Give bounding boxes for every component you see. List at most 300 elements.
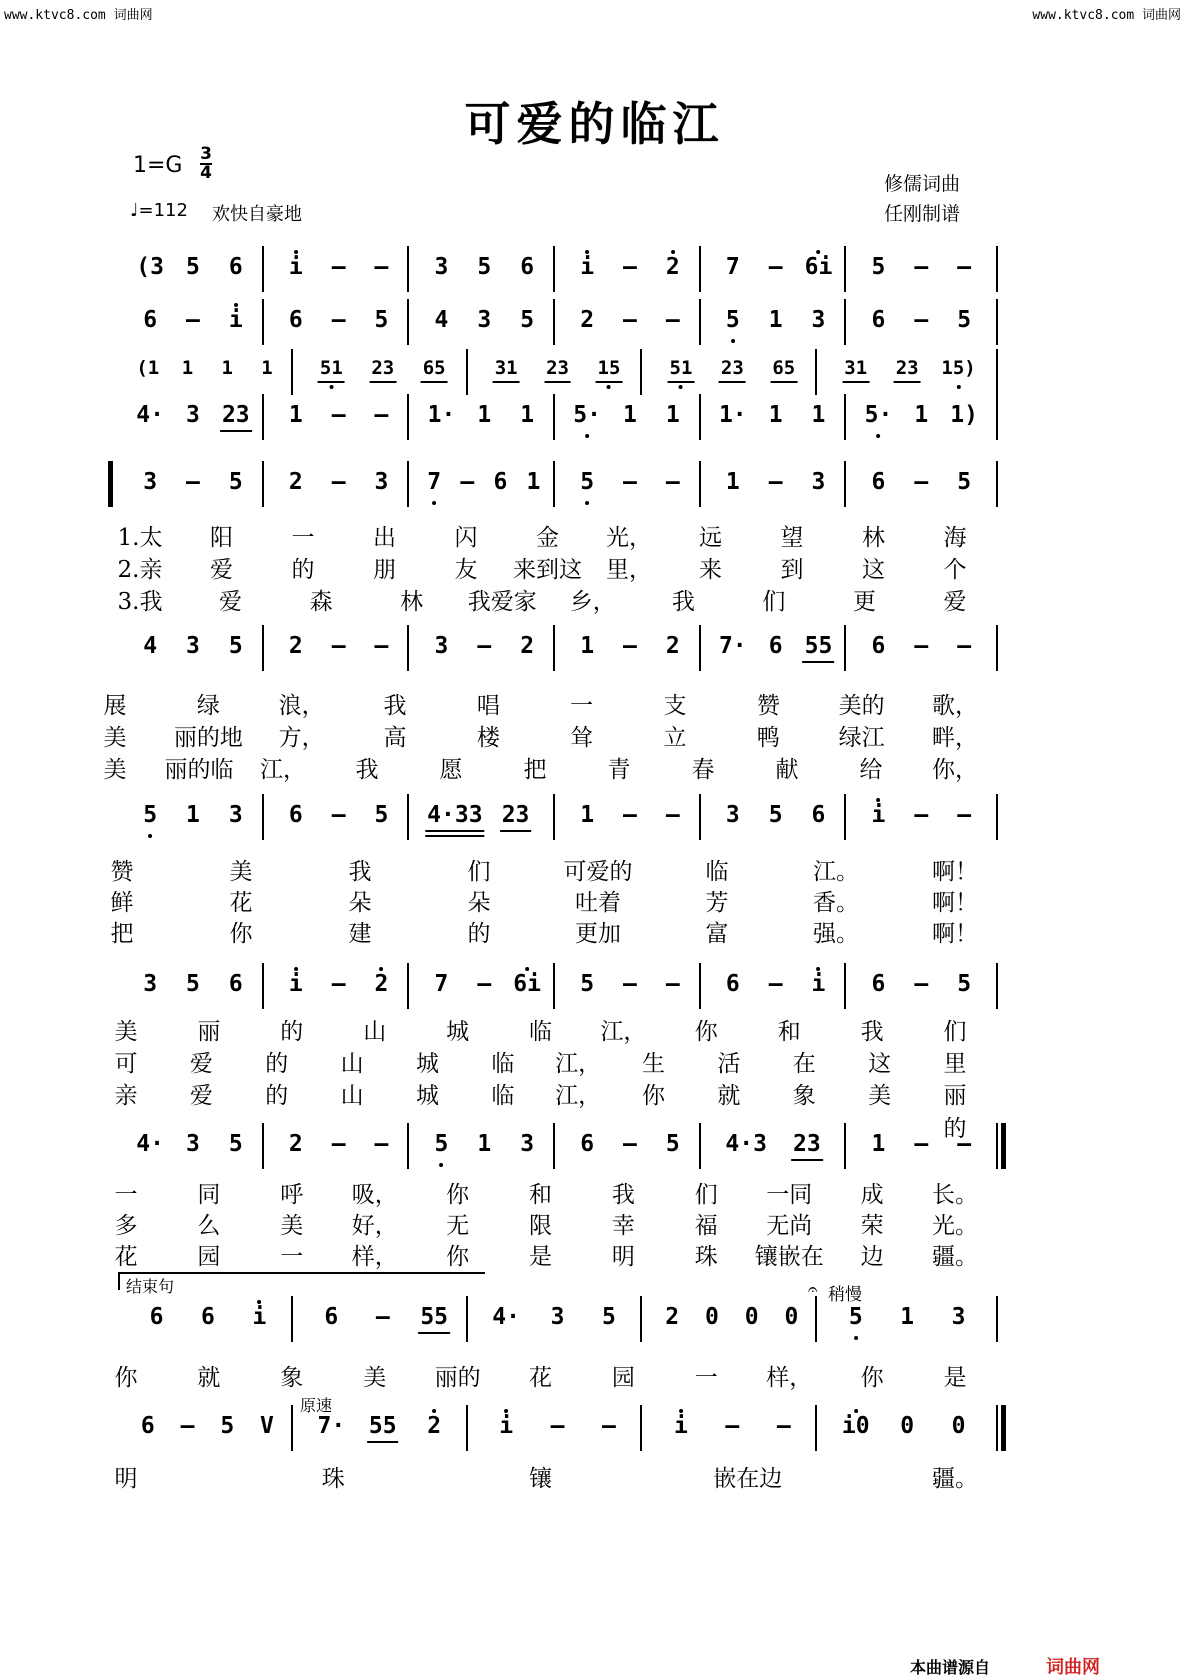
- lyric-syllable: 城: [415, 1051, 439, 1077]
- lyric-syllable: 畔，: [932, 725, 978, 751]
- key-signature: 1=G: [133, 153, 183, 178]
- note: –: [374, 254, 389, 280]
- lyric-syllable: 美: [103, 725, 127, 751]
- bar-line: [844, 1123, 846, 1169]
- note: –: [477, 971, 492, 997]
- bar-line: [844, 246, 846, 292]
- bar-line: [699, 625, 701, 671]
- lyric-syllable: 展: [103, 693, 127, 719]
- lyric-syllable: 样，: [351, 1244, 398, 1270]
- note: 4·: [136, 1131, 164, 1157]
- note: 1): [950, 402, 978, 428]
- lyric-syllable: 福: [694, 1213, 718, 1239]
- note: –: [768, 469, 783, 495]
- note: 2: [427, 1413, 442, 1439]
- bar-line: [844, 299, 846, 345]
- lyric-syllable: 你: [446, 1182, 470, 1208]
- note: 3: [186, 633, 200, 659]
- slow-label: 稍慢: [828, 1285, 862, 1305]
- note: –: [914, 307, 929, 333]
- note: 2: [288, 1131, 303, 1157]
- lyric-syllable: 闪: [454, 525, 478, 551]
- lyric-syllable: 美: [229, 859, 253, 885]
- note: 1: [623, 402, 637, 428]
- note: –: [914, 469, 929, 495]
- lyric-syllable: 无: [446, 1213, 470, 1239]
- note: –: [375, 1304, 390, 1330]
- lyric-syllable: 一: [694, 1365, 718, 1391]
- bar-line: [699, 794, 701, 840]
- bar-line: [815, 1405, 817, 1451]
- note: 4: [434, 307, 449, 333]
- lyric-syllable: 和: [529, 1182, 552, 1208]
- note: 1: [181, 357, 194, 379]
- lyric-syllable: 更加: [575, 921, 621, 947]
- lyric-syllable: 疆。: [932, 1244, 978, 1270]
- lyric-syllable: 你: [114, 1365, 138, 1391]
- note: 5: [520, 307, 535, 333]
- lyric-syllable: 的: [467, 921, 491, 947]
- note: –: [768, 971, 783, 997]
- note: 5·: [573, 402, 601, 428]
- note: 0: [704, 1304, 719, 1330]
- note: 1: [768, 307, 783, 333]
- lyric-syllable: 青: [607, 757, 631, 783]
- lyric-syllable: 光。: [932, 1213, 978, 1239]
- lyric-syllable: 赞: [756, 693, 780, 719]
- bar-line: [996, 963, 998, 1009]
- note: 1: [871, 1131, 886, 1157]
- note: –: [914, 254, 929, 280]
- lyric-syllable: 乡，: [569, 589, 616, 615]
- lyric-syllable: 爱: [210, 557, 233, 583]
- note: 4·: [136, 402, 164, 428]
- lyric-syllable: 呼: [280, 1182, 304, 1208]
- note: 5: [186, 971, 200, 997]
- lyric-syllable: 是: [529, 1244, 552, 1270]
- note: 1·: [718, 402, 747, 428]
- lyric-syllable: 来: [699, 557, 722, 583]
- lyric-syllable: 镶: [529, 1466, 552, 1492]
- lyric-syllable: 强。: [813, 921, 859, 947]
- note: –: [623, 469, 637, 495]
- lyric-syllable: 样，: [766, 1365, 813, 1391]
- lyric-syllable: 么: [197, 1213, 221, 1239]
- note: i: [580, 254, 595, 280]
- note: –: [623, 633, 637, 659]
- note: 7: [427, 469, 442, 495]
- bar-line: [407, 794, 409, 840]
- note: 31: [844, 357, 868, 379]
- credit-notation: 任刚制谱: [884, 203, 961, 225]
- note: 6: [580, 1131, 595, 1157]
- bar-line: [262, 963, 264, 1009]
- lyric-syllable: 明: [114, 1466, 138, 1492]
- lyric-syllable: 江，: [260, 757, 306, 783]
- lyric-syllable: 珠: [694, 1244, 718, 1270]
- lyric-syllable: 园: [197, 1244, 221, 1270]
- note: –: [957, 1131, 972, 1157]
- bar-line: [262, 299, 264, 345]
- note: 1: [914, 402, 929, 428]
- note: 4·3: [725, 1131, 767, 1157]
- bar-line: [844, 394, 846, 440]
- note: 5: [228, 1131, 243, 1157]
- lyric-syllable: 美的: [838, 693, 885, 719]
- note: 1: [186, 802, 200, 828]
- lyric-syllable: 镶嵌在: [754, 1244, 824, 1270]
- lyric-syllable: 嵌在边: [713, 1466, 783, 1492]
- note: 1: [221, 357, 233, 379]
- lyric-syllable: 我: [383, 693, 407, 719]
- lyric-syllable: 吸，: [351, 1182, 398, 1208]
- lyric-syllable: 香。: [813, 890, 859, 916]
- lyric-syllable: 园: [611, 1365, 635, 1391]
- lyric-syllable: 绿: [196, 693, 220, 719]
- note: –: [331, 633, 346, 659]
- note: 5: [957, 971, 972, 997]
- ending-label: 结束句: [126, 1277, 175, 1296]
- lyric-syllable: 建: [348, 921, 372, 947]
- note: 3: [434, 633, 449, 659]
- note: 0: [900, 1413, 915, 1439]
- lyric-syllable: 丽的临: [164, 757, 234, 783]
- lyric-syllable: 城: [415, 1083, 439, 1109]
- note: 2: [374, 971, 389, 997]
- lyric-syllable: 的: [265, 1083, 289, 1109]
- note: i: [228, 307, 243, 333]
- note: –: [623, 971, 637, 997]
- note: i: [811, 971, 826, 997]
- lyric-syllable: 立: [663, 725, 687, 751]
- note: 1: [526, 469, 541, 495]
- lyric-syllable: 啊！: [932, 921, 978, 947]
- lyric-syllable: 山: [340, 1051, 364, 1077]
- note: 6: [288, 307, 303, 333]
- note: 1: [520, 402, 535, 428]
- lyric-syllable: 象: [792, 1083, 816, 1109]
- lyric-syllable: 鸭: [756, 725, 780, 751]
- note: 1: [811, 402, 826, 428]
- bar-line: [291, 1296, 293, 1342]
- note: (1: [136, 357, 160, 379]
- note: 1: [288, 402, 303, 428]
- lyric-syllable: 丽的: [943, 1083, 967, 1142]
- lyric-syllable: 2.亲: [117, 557, 163, 583]
- bar-line: [553, 394, 555, 440]
- lyric-syllable: 3.我: [117, 589, 163, 615]
- note: 5: [725, 307, 740, 333]
- bar-line: [996, 349, 998, 395]
- note: 3: [228, 802, 243, 828]
- lyric-syllable: 个: [943, 557, 967, 583]
- lyric-syllable: 把: [523, 757, 547, 783]
- lyric-syllable: 的: [265, 1051, 289, 1077]
- note: 6: [811, 802, 826, 828]
- note: 1·: [427, 402, 456, 428]
- lyric-syllable: 支: [663, 693, 687, 719]
- lyric-syllable: 成: [860, 1182, 884, 1208]
- site-url-left: www.ktvc8.com 词曲网: [4, 8, 153, 23]
- lyric-syllable: 美: [103, 757, 127, 783]
- bar-line: [466, 349, 468, 395]
- lyric-syllable: 春: [691, 757, 715, 783]
- note: 5: [228, 469, 243, 495]
- note: 3: [434, 254, 449, 280]
- lyric-syllable: 给: [859, 757, 883, 783]
- bar-line: [407, 963, 409, 1009]
- lyric-syllable: 朋: [373, 557, 396, 583]
- note: –: [768, 254, 783, 280]
- note: 6: [871, 633, 886, 659]
- note: 3: [811, 307, 826, 333]
- bar-line: [844, 625, 846, 671]
- lyric-syllable: 楼: [476, 725, 500, 751]
- lyric-syllable: 无尚: [766, 1213, 813, 1239]
- lyric-syllable: 花: [114, 1244, 138, 1270]
- lyric-syllable: 吐着: [575, 890, 621, 916]
- note: 55: [420, 1304, 449, 1330]
- note: 6: [324, 1304, 339, 1330]
- lyric-syllable: 山: [363, 1019, 387, 1045]
- lyric-syllable: 这: [868, 1051, 892, 1077]
- note: 5: [768, 802, 783, 828]
- bar-line: [699, 394, 701, 440]
- lyric-syllable: 我: [355, 757, 379, 783]
- note: –: [665, 802, 680, 828]
- lyric-syllable: 愿: [439, 757, 463, 783]
- bar-line: [553, 246, 555, 292]
- lyric-syllable: 啊！: [932, 890, 978, 916]
- lyric-syllable: 好，: [351, 1213, 398, 1239]
- note: –: [331, 802, 346, 828]
- bar-line: [844, 461, 846, 507]
- note: –: [186, 469, 200, 495]
- lyric-syllable: 我: [611, 1182, 635, 1208]
- note: 23: [546, 357, 570, 379]
- bar-line: [291, 1405, 293, 1451]
- note: 4: [143, 633, 158, 659]
- lyric-syllable: 美: [280, 1213, 304, 1239]
- tempo-marking: ♩=112: [130, 200, 188, 221]
- bar-line: [844, 794, 846, 840]
- lyric-syllable: 赞: [110, 859, 134, 885]
- bar-line: [466, 1405, 468, 1451]
- lyric-syllable: 们: [762, 589, 786, 615]
- note: 2: [580, 307, 595, 333]
- lyric-syllable: 爱: [189, 1051, 213, 1077]
- note: 1: [665, 402, 680, 428]
- lyric-syllable: 活: [717, 1051, 741, 1077]
- note: –: [957, 802, 972, 828]
- bar-line: [996, 625, 998, 671]
- lyric-syllable: 朵: [348, 890, 372, 916]
- note: i: [871, 802, 886, 828]
- lyric-syllable: 浪，: [278, 693, 325, 719]
- note: 4·: [492, 1304, 521, 1330]
- bar-line: [553, 794, 555, 840]
- lyric-syllable: 在: [792, 1051, 816, 1077]
- lyric-syllable: 啊！: [932, 859, 978, 885]
- note: –: [331, 469, 346, 495]
- lyric-syllable: 方，: [278, 725, 325, 751]
- lyric-syllable: 一: [570, 693, 594, 719]
- note: 3: [520, 1131, 535, 1157]
- note: 5: [602, 1304, 616, 1330]
- lyric-syllable: 绿江: [838, 725, 885, 751]
- note: 7·: [718, 633, 747, 659]
- note: 23: [793, 1131, 821, 1157]
- note: 5: [580, 469, 595, 495]
- note: 7: [725, 254, 740, 280]
- bar-line: [291, 349, 293, 395]
- lyric-syllable: 一: [114, 1182, 138, 1208]
- lyric-syllable: 花: [229, 890, 253, 916]
- note: 3: [477, 307, 492, 333]
- lyric-syllable: 临: [529, 1019, 552, 1045]
- bar-line: [640, 1405, 642, 1451]
- note: –: [180, 1413, 195, 1439]
- note: –: [914, 971, 929, 997]
- lyric-syllable: 你: [694, 1019, 718, 1045]
- note: 23: [895, 357, 919, 379]
- bar-line: [996, 1123, 998, 1169]
- lyric-syllable: 就: [197, 1365, 221, 1391]
- lyric-syllable: 林: [862, 525, 885, 551]
- note: 2: [288, 633, 303, 659]
- bar-line: [815, 349, 817, 395]
- note: (3: [136, 254, 164, 280]
- note: 1: [261, 357, 273, 379]
- note: 6: [768, 633, 783, 659]
- footer-logo: 词曲网: [1046, 1657, 1100, 1678]
- lyric-syllable: 阳: [210, 525, 233, 551]
- time-signature: [200, 146, 212, 182]
- lyric-syllable: 多: [114, 1213, 138, 1239]
- lyric-syllable: 疆。: [932, 1466, 978, 1492]
- lyric-syllable: 的: [280, 1019, 304, 1045]
- lyric-syllable: 里: [943, 1051, 967, 1077]
- note: –: [776, 1413, 791, 1439]
- lyric-syllable: 金: [536, 525, 559, 551]
- lyric-syllable: 临: [491, 1083, 515, 1109]
- lyric-syllable: 你: [860, 1365, 884, 1391]
- note: –: [665, 971, 680, 997]
- bar-line: [699, 963, 701, 1009]
- lyric-syllable: 江。: [813, 859, 859, 885]
- lyric-syllable: 更: [852, 589, 876, 615]
- bar-line: [996, 461, 998, 507]
- note: 2: [288, 469, 303, 495]
- lyric-syllable: 丽的地: [173, 725, 243, 751]
- note: –: [374, 1131, 389, 1157]
- lyric-syllable: 里，: [606, 557, 652, 583]
- lyric-syllable: 荣: [860, 1213, 884, 1239]
- repeat-end: [1001, 1123, 1006, 1169]
- lyric-syllable: 是: [943, 1365, 967, 1391]
- note: 0: [744, 1304, 759, 1330]
- note: 31: [494, 357, 518, 379]
- note: 3: [550, 1304, 565, 1330]
- bar-line: [699, 461, 701, 507]
- lyric-syllable: 友: [454, 557, 478, 583]
- note: –: [460, 469, 475, 495]
- lyric-syllable: 唱: [476, 693, 500, 719]
- lyric-syllable: 光，: [606, 525, 652, 551]
- lyric-syllable: 们: [943, 1019, 967, 1045]
- lyric-syllable: 爱: [189, 1083, 213, 1109]
- note: 6: [493, 469, 508, 495]
- lyric-syllable: 的: [291, 557, 315, 583]
- note: –: [914, 802, 929, 828]
- lyric-syllable: 美: [363, 1365, 387, 1391]
- note: 5: [434, 1131, 449, 1157]
- bar-line: [407, 246, 409, 292]
- lyric-syllable: 亲: [114, 1083, 138, 1109]
- lyric-syllable: 富: [705, 921, 729, 947]
- lyric-syllable: 远: [699, 525, 722, 551]
- note: –: [477, 633, 492, 659]
- lyric-syllable: 可: [114, 1051, 138, 1077]
- note: –: [623, 254, 637, 280]
- lyric-syllable: 临: [705, 859, 729, 885]
- note: –: [914, 1131, 929, 1157]
- note: 0: [951, 1413, 966, 1439]
- lyric-syllable: 爱: [219, 589, 243, 615]
- bar-line: [407, 394, 409, 440]
- note: 1: [477, 402, 492, 428]
- lyric-syllable: 我爱家: [467, 589, 537, 615]
- note: i: [674, 1413, 688, 1439]
- note: 4·33: [427, 802, 483, 828]
- lyric-syllable: 江，: [555, 1083, 602, 1109]
- bar-line: [640, 349, 642, 395]
- bar-line: [699, 1123, 701, 1169]
- lyric-syllable: 朵: [467, 890, 491, 916]
- note: i: [288, 971, 303, 997]
- lyric-syllable: 山: [340, 1083, 364, 1109]
- lyric-syllable: 江，: [555, 1051, 602, 1077]
- note: 6: [288, 802, 303, 828]
- lyric-syllable: 我: [860, 1019, 884, 1045]
- note: 3: [143, 971, 158, 997]
- lyric-syllable: 幸: [611, 1213, 635, 1239]
- bar-line: [844, 963, 846, 1009]
- lyric-syllable: 同: [197, 1182, 221, 1208]
- note: –: [957, 254, 972, 280]
- note: –: [623, 1131, 637, 1157]
- lyric-syllable: 海: [943, 525, 967, 551]
- note: 7: [434, 971, 449, 997]
- bar-line: [553, 461, 555, 507]
- bar-line: [262, 461, 264, 507]
- note: 6: [228, 971, 243, 997]
- note: 23: [371, 357, 395, 379]
- lyric-syllable: 临: [491, 1051, 515, 1077]
- note: 1: [725, 469, 740, 495]
- lyric-syllable: 来到这: [513, 557, 582, 583]
- lyric-syllable: 这: [862, 557, 885, 583]
- bar-line: [699, 246, 701, 292]
- note: 6: [143, 307, 158, 333]
- note: –: [725, 1413, 740, 1439]
- note: 23: [501, 802, 530, 828]
- final-bar: [1001, 1405, 1006, 1451]
- note: –: [914, 633, 929, 659]
- lyric-syllable: 限: [529, 1213, 552, 1239]
- lyric-syllable: 花: [529, 1365, 552, 1391]
- bar-line: [815, 1296, 817, 1342]
